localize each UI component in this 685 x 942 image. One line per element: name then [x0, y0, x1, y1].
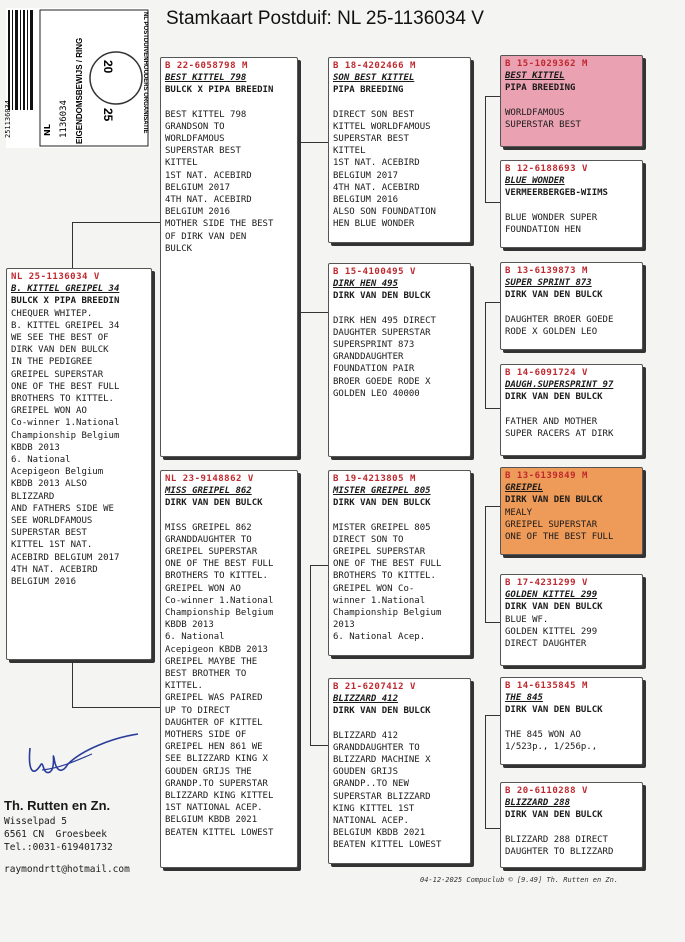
ring-id: B 22-6058798 M — [165, 61, 248, 71]
print-footer: 04-12-2025 Compuclub © [9.49] Th. Rutten en Zn. — [420, 876, 619, 884]
ring-id: B 14-6091724 V — [505, 368, 588, 378]
ring-id: B 19-4213805 M — [333, 474, 416, 484]
connector — [485, 506, 486, 622]
breeder: DIRK VAN DEN BULCK — [505, 392, 603, 403]
bird-name: DAUGH.SUPERSPRINT 97 — [505, 380, 614, 391]
bird-name: BEST KITTEL 798 — [165, 73, 247, 84]
bird-description: DAUGHTER BROER GOEDE RODE X GOLDEN LEO — [505, 314, 614, 337]
bird-description: BEST KITTEL 798 GRANDSON TO WORLDFAMOUS SUPERSTAR BEST KITTEL 1ST NAT. ACEBIRD BELGIUM 2017 4TH NAT. ACEBIRD BELGIUM 2016 MOTHER SIDE THE BEST OF DIRK VAN DEN BULCK — [165, 109, 274, 254]
bird-card-fmm — [500, 364, 643, 456]
bird-name: BEST KITTEL — [505, 71, 565, 82]
bird-card-mfm — [500, 574, 643, 666]
breeder: BULCK X PIPA BREEDIN — [165, 85, 274, 96]
breeder: PIPA BREEDING — [333, 85, 404, 96]
bird-card-mother — [160, 470, 298, 868]
connector — [72, 222, 160, 223]
connector — [485, 408, 500, 409]
ring-year-a: 20 — [101, 60, 115, 74]
owner-name: Th. Rutten en Zn. — [4, 798, 111, 813]
ring-id: B 18-4202466 M — [333, 61, 416, 71]
barcode-number: 251136034 — [4, 100, 12, 138]
bird-name: MISS GREIPEL 862 — [165, 486, 252, 497]
breeder: PIPA BREEDING — [505, 83, 576, 94]
bird-card-mf — [328, 470, 471, 656]
bird-name: BLIZZARD 288 — [505, 798, 571, 809]
ring-id: NL 23-9148862 V — [165, 474, 254, 484]
breeder: DIRK VAN DEN BULCK — [165, 498, 263, 509]
breeder: DIRK VAN DEN BULCK — [333, 291, 431, 302]
connector — [485, 96, 500, 97]
connector — [485, 302, 500, 303]
ring-id: B 17-4231299 V — [505, 578, 588, 588]
bird-description: WORLDFAMOUS SUPERSTAR BEST — [505, 107, 581, 130]
ring-id: B 15-4100495 V — [333, 267, 416, 277]
owner-address: Wisselpad 5 6561 CN Groesbeek Tel.:0031-619401732 — [4, 816, 113, 853]
connector — [485, 302, 486, 408]
bird-card-ffm — [500, 160, 643, 248]
bird-description: MEALY GREIPEL SUPERSTAR ONE OF THE BEST FULL — [505, 507, 614, 543]
breeder: VERMEERBERGEB-WIIMS — [505, 188, 608, 199]
bird-description: BLIZZARD 412 GRANDDAUGHTER TO BLIZZARD MACHINE X GOUDEN GRIJS GRANDP..TO NEW SUPERSTAR BLIZZARD KING KITTEL 1ST NATIONAL ACEP. BELGIUM KBDB 2021 BEATEN KITTEL LOWEST — [333, 730, 442, 851]
breeder: DIRK VAN DEN BULCK — [505, 810, 603, 821]
bird-description: THE 845 WON AO 1/523p., 1/256p., — [505, 729, 598, 752]
bird-card-fm — [328, 263, 471, 457]
bird-name: B. KITTEL GREIPEL 34 — [11, 284, 120, 295]
bird-name: SUPER SPRINT 873 — [505, 278, 592, 289]
ring-year-b: 25 — [101, 108, 115, 122]
ring-country: NL — [43, 124, 52, 136]
connector — [310, 565, 311, 745]
ring-certificate — [6, 8, 150, 148]
bird-name: DIRK HEN 495 — [333, 279, 399, 290]
bird-description: MISS GREIPEL 862 GRANDDAUGHTER TO GREIPEL SUPERSTAR ONE OF THE BEST FULL BROTHERS TO KITTEL. GREIPEL WON AO Co-winner 1.National Championship Belgium KBDB 2013 6. National Acepigeon KBDB 2013 GREIPEL MAYBE THE BEST BROTHER TO KITTEL. GREIPEL WAS PAIRED UP TO DIRECT DAUGHTER OF KITTEL MOTHERS SIDE OF GREIPEL HEN 861 WE SEE BLIZZARD KING X GOUDEN GRIJS THE GRANDP.TO SUPERSTAR BLIZZARD KING KITTEL 1ST NATIONAL ACEP. BELGIUM KBDB 2021 BEATEN KITTEL LOWEST — [165, 522, 274, 838]
bird-description: DIRECT SON BEST KITTEL WORLDFAMOUS SUPERSTAR BEST KITTEL 1ST NAT. ACEBIRD BELGIUM 2017 4TH NAT. ACEBIRD BELGIUM 2016 ALSO SON FOUNDATION HEN BLUE WONDER — [333, 109, 436, 230]
breeder: DIRK VAN DEN BULCK — [505, 705, 603, 716]
connector — [485, 622, 500, 623]
bird-card-mmf — [500, 677, 643, 765]
bird-name: BLIZZARD 412 — [333, 694, 399, 705]
ring-id: B 21-6207412 V — [333, 682, 416, 692]
connector — [485, 506, 500, 507]
bird-name: GREIPEL — [505, 483, 543, 494]
connector — [72, 707, 160, 708]
connector — [310, 745, 328, 746]
bird-description: MISTER GREIPEL 805 DIRECT SON TO GREIPEL SUPERSTAR ONE OF THE BEST FULL BROTHERS TO KITTEL. GREIPEL WON Co- winner 1.National Championship Belgium 2013 6. National Acep. — [333, 522, 442, 643]
signature — [22, 728, 142, 788]
ring-id: NL 25-1136034 V — [11, 272, 100, 282]
bird-card-fff — [500, 55, 643, 147]
ring-id: B 13-6139873 M — [505, 266, 588, 276]
ring-id: B 14-6135845 M — [505, 681, 588, 691]
connector — [485, 715, 486, 828]
connector — [485, 202, 500, 203]
ring-number: 1136034 — [59, 100, 69, 138]
bird-card-mff — [500, 467, 643, 555]
ring-id: B 13-6139849 M — [505, 471, 588, 481]
bird-description: DIRK HEN 495 DIRECT DAUGHTER SUPERSTAR SUPERSPRINT 873 GRANDDAUGHTER FOUNDATION PAIR BROER GOEDE RODE X GOLDEN LEO 40000 — [333, 315, 436, 399]
connector — [300, 142, 301, 312]
bird-card-father — [160, 57, 298, 457]
breeder: DIRK VAN DEN BULCK — [333, 706, 431, 717]
connector — [300, 142, 328, 143]
bird-card-subject — [6, 268, 152, 660]
bird-description: BLIZZARD 288 DIRECT DAUGHTER TO BLIZZARD — [505, 834, 614, 857]
ring-id: B 20-6110288 V — [505, 786, 588, 796]
bird-description: CHEQUER WHITEP. B. KITTEL GREIPEL 34 WE SEE THE BEST OF DIRK VAN DEN BULCK IN THE PEDIGREE GREIPEL SUPERSTAR ONE OF THE BEST FULL BROTHERS TO KITTEL. GREIPEL WON AO Co-winner 1.National Championship Belgium KBDB 2013 6. National Acepigeon Belgium KBDB 2013 ALSO BLIZZARD AND FATHERS SIDE WE SEE WORLDFAMOUS SUPERSTAR BEST KITTEL 1ST NAT. ACEBIRD BELGIUM 2017 4TH NAT. ACEBIRD BELGIUM 2016 — [11, 308, 120, 588]
breeder: DIRK VAN DEN BULCK — [505, 495, 603, 506]
bird-name: SON BEST KITTEL — [333, 73, 415, 84]
bird-description: FATHER AND MOTHER SUPER RACERS AT DIRK — [505, 416, 614, 439]
connector — [485, 96, 486, 202]
breeder: BULCK X PIPA BREEDIN — [11, 296, 120, 307]
owner-email[interactable]: raymondrtt@hotmail.com — [4, 864, 130, 875]
ring-org: NL POSTDUIVENHOUDERS ORGANISATIE — [142, 12, 148, 134]
connector — [485, 828, 500, 829]
breeder: DIRK VAN DEN BULCK — [505, 290, 603, 301]
bird-card-mm — [328, 678, 471, 864]
bird-description: BLUE WF. GOLDEN KITTEL 299 DIRECT DAUGHTER — [505, 614, 598, 650]
bird-description: BLUE WONDER SUPER FOUNDATION HEN — [505, 212, 598, 235]
connector — [72, 222, 73, 270]
ring-id: B 15-1029362 M — [505, 59, 588, 69]
bird-card-fmf — [500, 262, 643, 350]
connector — [72, 655, 73, 707]
breeder: DIRK VAN DEN BULCK — [505, 602, 603, 613]
ring-eigendom: EIGENDOMSBEWIJS / RING — [75, 37, 84, 144]
bird-name: THE 845 — [505, 693, 543, 704]
connector — [310, 565, 328, 566]
connector — [485, 715, 500, 716]
bird-card-mmm — [500, 782, 643, 868]
bird-card-ff — [328, 57, 471, 243]
ring-id: B 12-6188693 V — [505, 164, 588, 174]
bird-name: GOLDEN KITTEL 299 — [505, 590, 598, 601]
bird-name: MISTER GREIPEL 805 — [333, 486, 431, 497]
bird-name: BLUE WONDER — [505, 176, 565, 187]
breeder: DIRK VAN DEN BULCK — [333, 498, 431, 509]
connector — [300, 312, 328, 313]
page-title: Stamkaart Postduif: NL 25-1136034 V — [166, 8, 484, 29]
